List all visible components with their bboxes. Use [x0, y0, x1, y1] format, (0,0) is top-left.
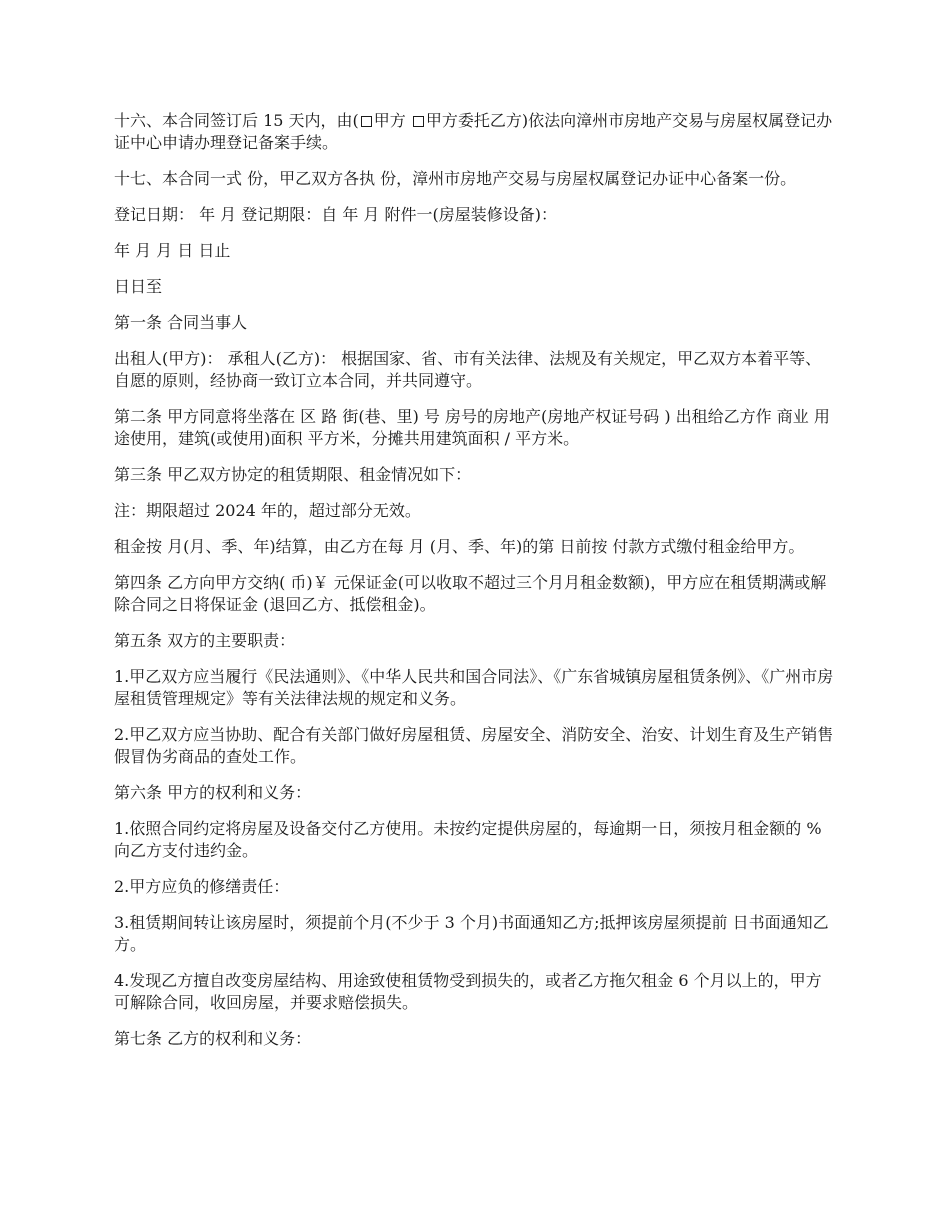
registration-date-line: 登记日期： 年 月 登记期限：自 年 月 附件一(房屋装修设备)： [114, 205, 558, 224]
document-body [114, 110, 836, 1064]
date-range-line: 年 月 月 日 日止 [114, 241, 231, 260]
article-6-heading: 第六条 甲方的权利和义务： [114, 783, 312, 802]
article-5-item-1: 1.甲乙双方应当履行《民法通则》、《中华人民共和国合同法》、《广东省城镇房屋租赁条例》、《广州市房屋租赁管理规定》等有关法律法规的规定和义务。 [114, 667, 834, 708]
option-delegate-label: 甲方委托乙方)依法向漳州市房地产交易与房屋权属登记办证中心申请办理登记备案手续。 [114, 111, 833, 152]
article-2-paragraph: 第二条 甲方同意将坐落在 区 路 街(巷、里) 号 房号的房地产(房地产权证号码 ) 出租给乙方作 商业 用途使用，建筑(或使用)面积 平方米，分摊共用建筑面积 / 平方米。 [114, 407, 830, 448]
date-to-line: 日日至 [114, 277, 163, 296]
paragraph-17: 十七、本合同一式 份，甲乙双方各执 份，漳州市房地产交易与房屋权属登记办证中心备案一份。 [114, 169, 797, 188]
article-5-heading: 第五条 双方的主要职责： [114, 631, 296, 650]
article-7-heading: 第七条 乙方的权利和义务： [114, 1029, 312, 1048]
parties-paragraph: 出租人(甲方)： 承租人(乙方)： 根据国家、省、市有关法律、法规及有关规定，甲乙双方本着平等、自愿的原则，经协商一致订立本合同，并共同遵守。 [114, 349, 822, 390]
article-6-item-2: 2.甲方应负的修缮责任： [114, 877, 290, 896]
note-paragraph: 注：期限超过 2024 年的，超过部分无效。 [114, 501, 421, 520]
article-6-item-1: 1.依照合同约定将房屋及设备交付乙方使用。未按约定提供房屋的，每逾期一日，须按月租金额的 %向乙方支付违约金。 [114, 819, 822, 860]
article-5-item-2: 2.甲乙双方应当协助、配合有关部门做好房屋租赁、房屋安全、消防安全、治安、计划生育及生产销售假冒伪劣商品的查处工作。 [114, 725, 834, 766]
checkbox-landlord-delegate-tenant[interactable] [413, 116, 424, 127]
paragraph-16 [114, 110, 836, 154]
article-6-item-4: 4.发现乙方擅自改变房屋结构、用途致使租赁物受到损失的，或者乙方拖欠租金 6 个月以上的，甲方可解除合同，收回房屋，并要求赔偿损失。 [114, 971, 822, 1012]
article-6-item-3: 3.租赁期间转让该房屋时，须提前个月(不少于 3 个月)书面通知乙方;抵押该房屋须提前 日书面通知乙方。 [114, 913, 829, 954]
article-3-heading: 第三条 甲乙双方协定的租赁期限、租金情况如下： [114, 465, 472, 484]
option-landlord-label: 甲方 [373, 111, 411, 130]
checkbox-landlord[interactable] [361, 116, 372, 127]
article-1-heading: 第一条 合同当事人 [114, 313, 248, 332]
paragraph-16-intro: 十六、本合同签订后 15 天内，由( [114, 111, 359, 130]
rent-payment-paragraph: 租金按 月(月、季、年)结算，由乙方在每 月 (月、季、年)的第 日前按 付款方式缴付租金给甲方。 [114, 537, 805, 556]
article-4-paragraph: 第四条 乙方向甲方交纳( 币)￥ 元保证金(可以收取不超过三个月月租金数额)，甲方应在租赁期满或解除合同之日将保证金 (退回乙方、抵偿租金)。 [114, 573, 827, 614]
